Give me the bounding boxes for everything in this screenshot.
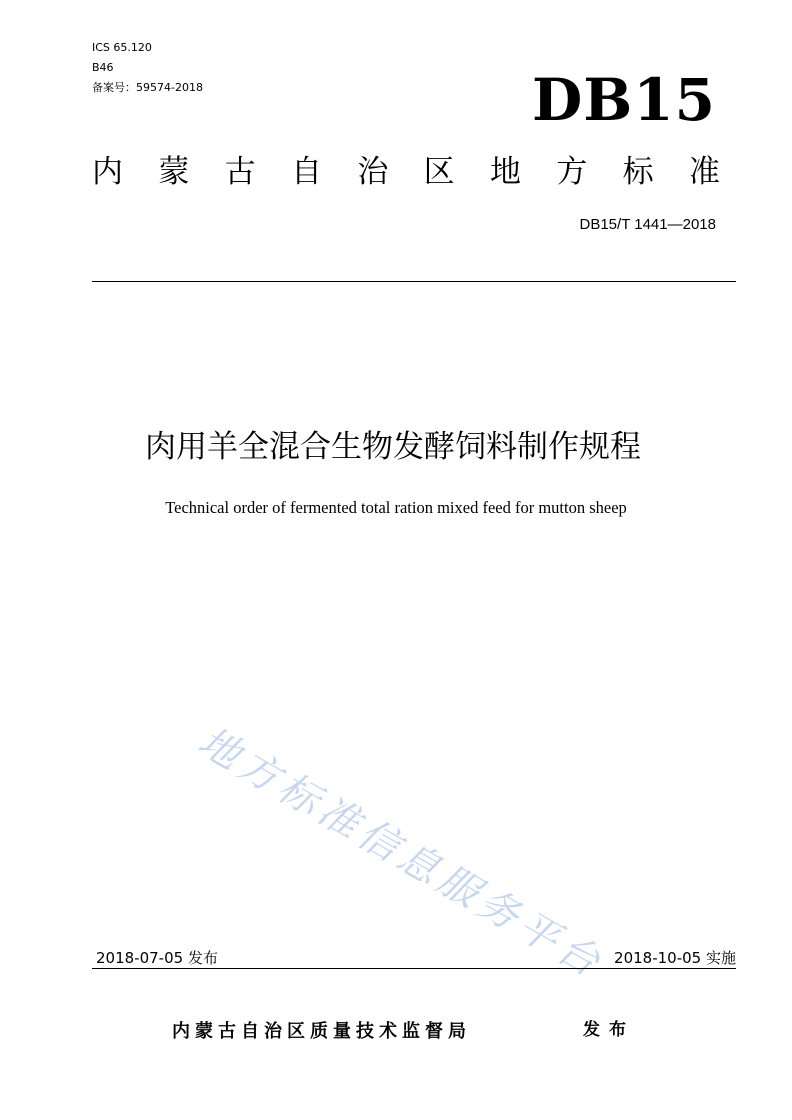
title-chinese-text: 肉用羊全混合生物发酵饲料制作规程 bbox=[145, 429, 641, 465]
issue-date: 2018-07-05 发布 bbox=[96, 949, 218, 967]
standard-code-large: DB15 bbox=[531, 66, 716, 134]
ccs-code: B46 bbox=[92, 61, 114, 74]
standard-type-char: 标 bbox=[622, 154, 654, 190]
ics-code: ICS 65.120 bbox=[92, 41, 152, 54]
title-english: Technical order of fermented total ration mixed feed for mutton sheep bbox=[165, 498, 627, 517]
standard-type-char: 地 bbox=[489, 154, 521, 190]
standard-type-char: 治 bbox=[357, 154, 389, 190]
standard-number: DB15/T 1441—2018 bbox=[579, 216, 716, 233]
standard-type-heading bbox=[92, 152, 720, 192]
implementation-date: 2018-10-05 实施 bbox=[614, 949, 736, 967]
watermark-text: 地方标准信息服务平台 bbox=[190, 718, 612, 989]
standard-type-char: 区 bbox=[423, 154, 455, 190]
title-chinese bbox=[0, 425, 792, 469]
issuing-authority: 内蒙古自治区质量技术监督局 bbox=[172, 1021, 471, 1042]
bottom-divider bbox=[92, 968, 736, 969]
filing-number: 备案号：59574-2018 bbox=[92, 81, 203, 94]
standard-type-char: 古 bbox=[224, 154, 256, 190]
standard-type-char: 自 bbox=[290, 154, 322, 190]
standard-type-char: 方 bbox=[556, 154, 588, 190]
standard-type-char: 内 bbox=[92, 154, 123, 190]
standard-type-char: 蒙 bbox=[158, 154, 190, 190]
top-divider bbox=[92, 281, 736, 282]
standard-type-char: 准 bbox=[688, 154, 720, 190]
issue-action: 发布 bbox=[583, 1020, 635, 1040]
